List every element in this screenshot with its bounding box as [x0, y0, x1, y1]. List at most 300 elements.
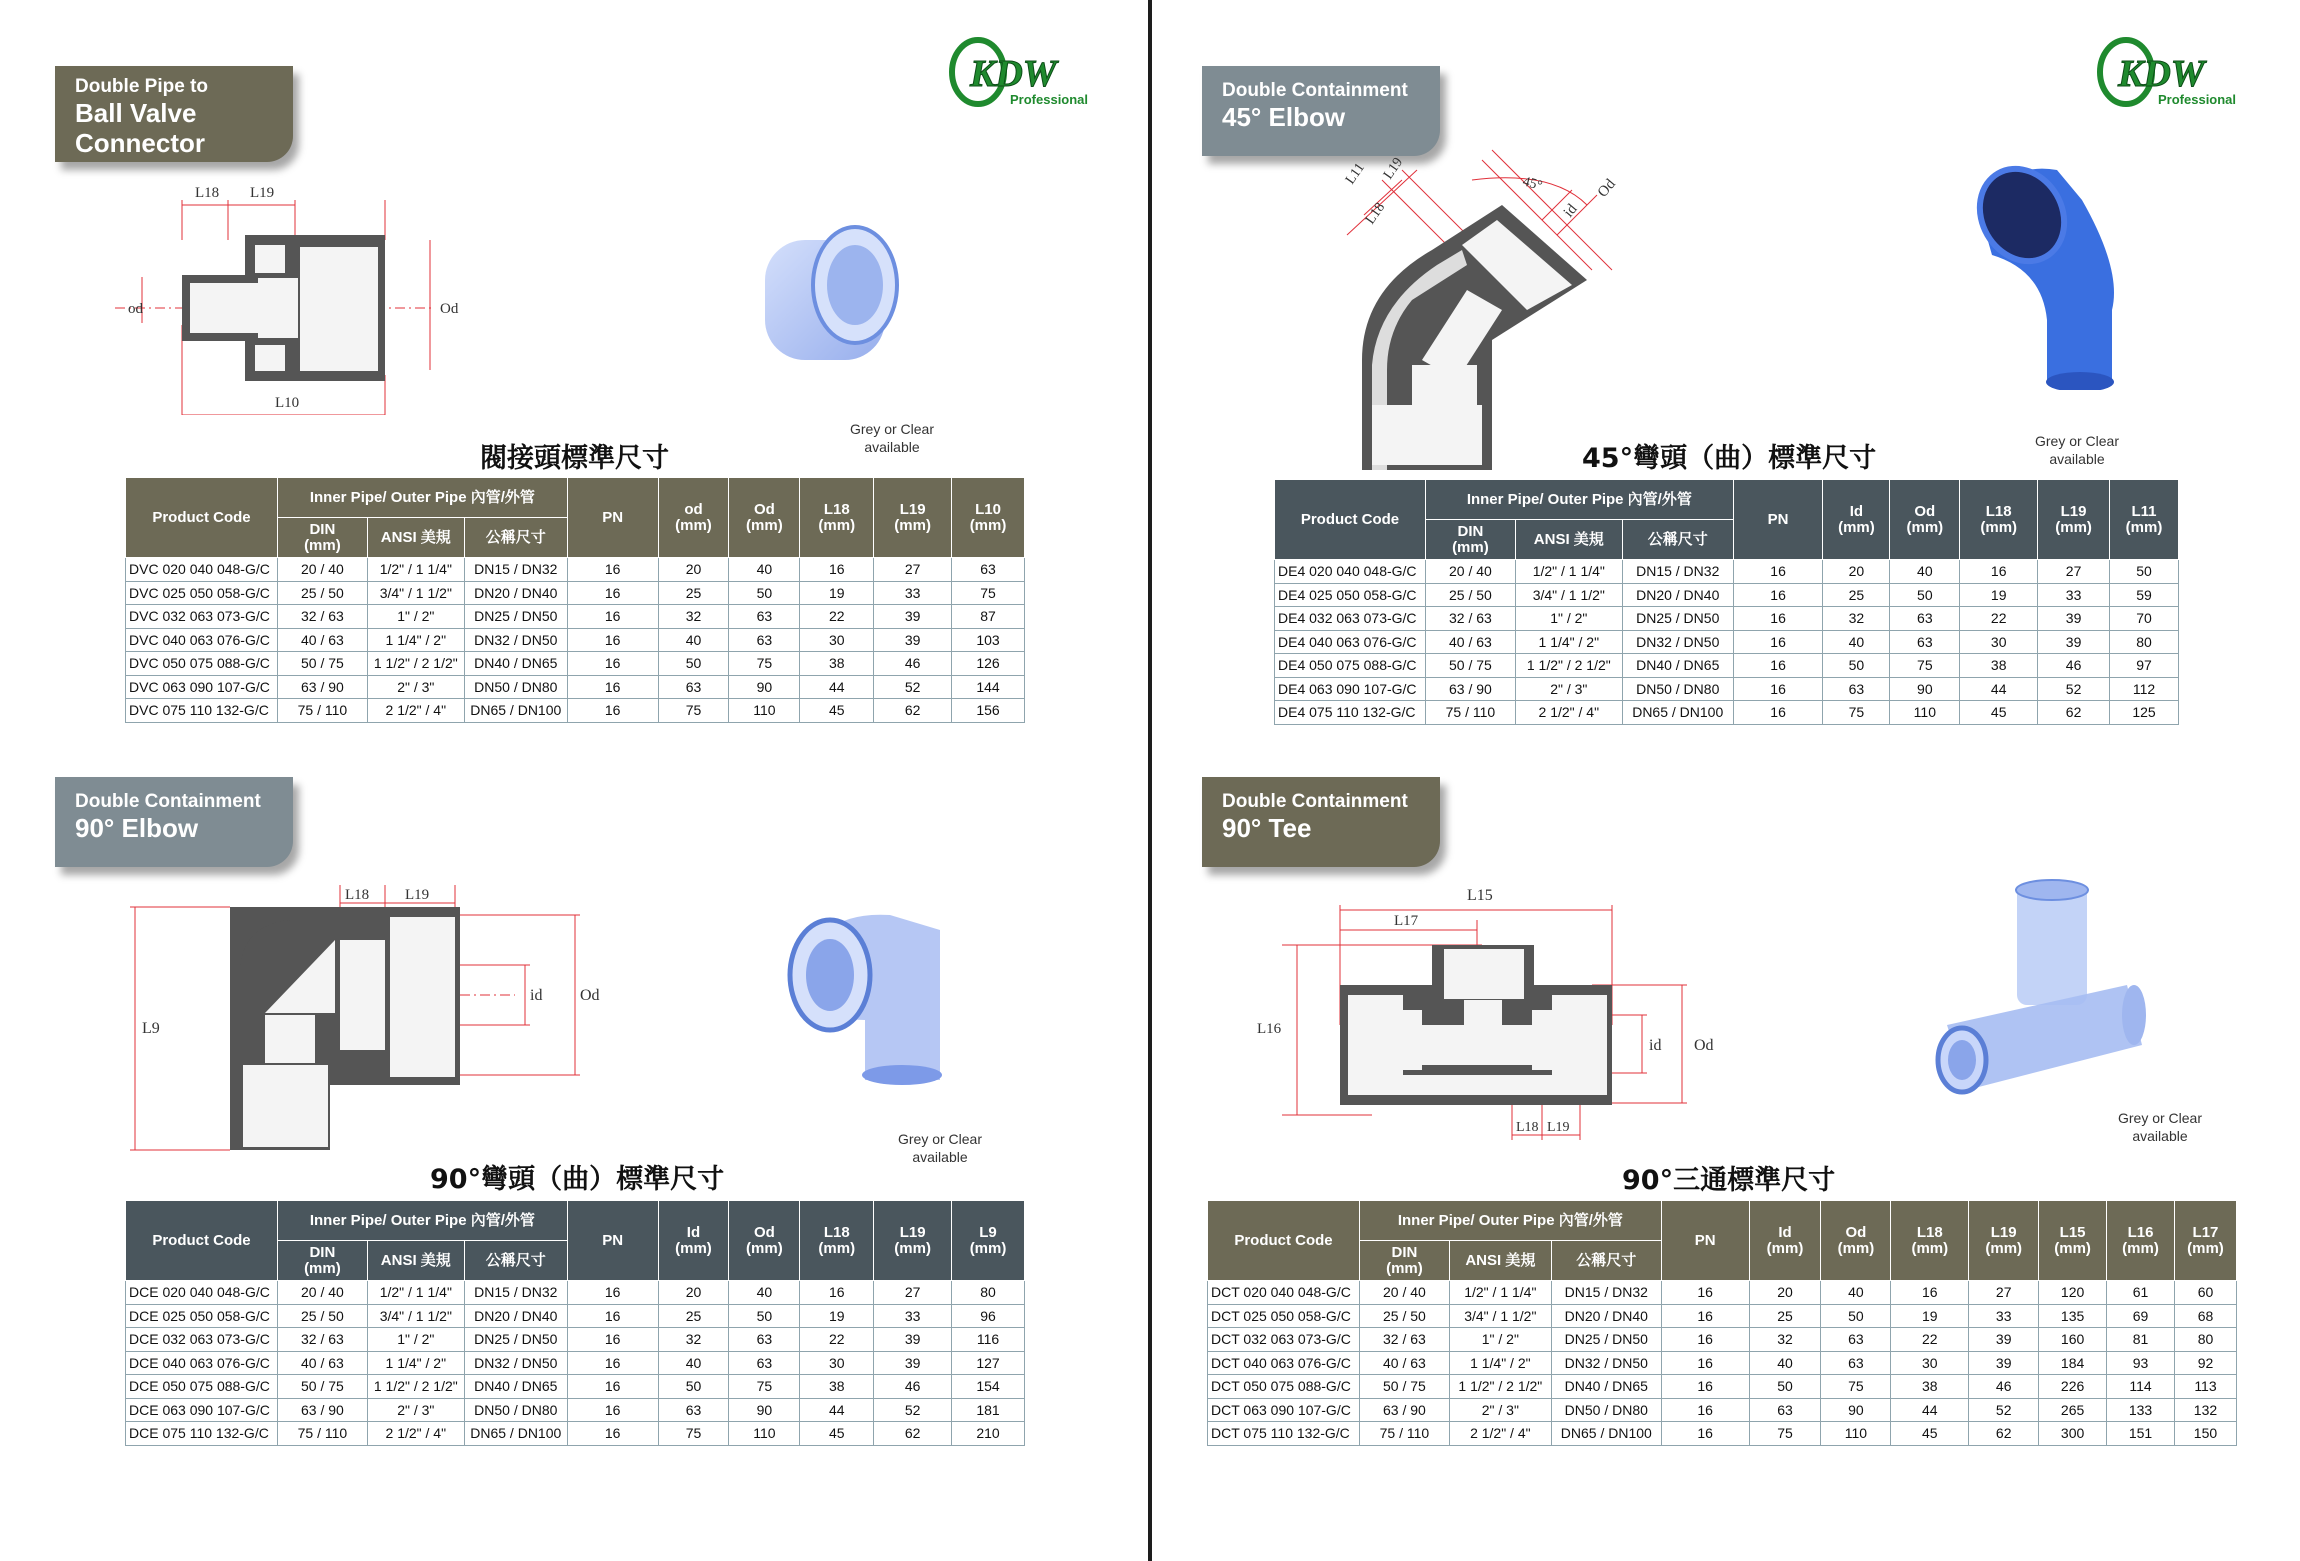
svg-text:Professional: Professional — [1010, 92, 1089, 107]
table-cell: 16 — [567, 1281, 658, 1305]
table-cell: DN15 / DN32 — [464, 1281, 567, 1305]
table-cell: DN25 / DN50 — [1622, 607, 1733, 631]
table-cell: 16 — [567, 1328, 658, 1352]
table-cell: 38 — [800, 1375, 874, 1399]
table-cell: 50 — [729, 581, 800, 605]
table-cell: 30 — [800, 1351, 874, 1375]
section-90-elbow — [0, 720, 1148, 1440]
table-cell: 150 — [2174, 1422, 2236, 1446]
product-code-cell: DCE 050 075 088-G/C — [126, 1375, 278, 1399]
tab-line-1: Double Containment — [1222, 791, 1408, 812]
table-cell: 80 — [2174, 1328, 2236, 1352]
header-col: L19 (mm) — [2038, 480, 2110, 560]
table-cell: 2 1/2" / 4" — [1449, 1422, 1551, 1446]
45-elbow-drawing — [1342, 140, 1682, 470]
section-tab — [55, 66, 293, 162]
tab-line-2: 90° Elbow — [75, 813, 199, 843]
product-code-cell: DCE 075 110 132-G/C — [126, 1422, 278, 1446]
table-row — [126, 581, 1025, 605]
table-cell: 16 — [567, 1375, 658, 1399]
header-pn: PN — [567, 1201, 658, 1281]
table-cell: 1 1/2" / 2 1/2" — [1449, 1375, 1551, 1399]
table-cell: 62 — [874, 1422, 952, 1446]
table-cell: 93 — [2107, 1351, 2175, 1375]
svg-text:od: od — [128, 301, 143, 317]
table-cell: 16 — [1733, 701, 1823, 725]
header-inner-outer: Inner Pipe/ Outer Pipe 內管/外管 — [277, 1201, 567, 1241]
table-cell: 32 / 63 — [1359, 1328, 1449, 1352]
header-ansi: ANSI 美規 — [367, 518, 464, 558]
table-cell: 62 — [874, 699, 952, 723]
table-cell: 135 — [2039, 1304, 2107, 1328]
product-code-cell: DVC 063 090 107-G/C — [126, 675, 278, 699]
svg-text:L18: L18 — [195, 185, 220, 201]
product-code-cell: DE4 050 075 088-G/C — [1275, 654, 1426, 678]
table-cell: 125 — [2110, 701, 2179, 725]
table-cell: 1/2" / 1 1/4" — [367, 558, 464, 582]
spec-table-de4 — [1274, 479, 2179, 725]
table-cell: DN65 / DN100 — [464, 699, 567, 723]
table-row — [1208, 1351, 2237, 1375]
zh-table-title: 90°三通標準尺寸 — [1622, 1165, 1836, 1196]
tab-line-1: Double Containment — [1222, 80, 1408, 101]
table-cell: 184 — [2039, 1351, 2107, 1375]
table-cell: 1 1/4" / 2" — [367, 628, 464, 652]
header-col: L18 (mm) — [800, 1201, 874, 1281]
table-cell: 63 — [1890, 630, 1960, 654]
header-col: Od (mm) — [1821, 1201, 1891, 1281]
section-45-elbow — [1152, 0, 2300, 720]
table-cell: 2" / 3" — [367, 675, 464, 699]
table-cell: 52 — [2038, 677, 2110, 701]
header-inner-outer: Inner Pipe/ Outer Pipe 內管/外管 — [277, 478, 567, 518]
table-cell: 75 — [729, 1375, 800, 1399]
table-cell: 75 — [1821, 1375, 1891, 1399]
table-cell: DN40 / DN65 — [1551, 1375, 1661, 1399]
product-code-cell: DCE 025 050 058-G/C — [126, 1304, 278, 1328]
table-cell: 90 — [729, 1398, 800, 1422]
header-inner-outer: Inner Pipe/ Outer Pipe 內管/外管 — [1359, 1201, 1661, 1241]
tab-line-3: Connector — [75, 128, 205, 158]
table-cell: 181 — [952, 1398, 1025, 1422]
header-nominal: 公稱尺寸 — [1551, 1241, 1661, 1281]
svg-text:L19: L19 — [1547, 1120, 1570, 1135]
table-cell: DN15 / DN32 — [464, 558, 567, 582]
product-code-cell: DCT 075 110 132-G/C — [1208, 1422, 1360, 1446]
table-row — [126, 1351, 1025, 1375]
table-cell: 52 — [1969, 1398, 2039, 1422]
table-cell: 20 — [1823, 560, 1890, 584]
table-cell: 59 — [2110, 583, 2179, 607]
tab-line-1: Double Pipe to — [75, 76, 208, 97]
table-cell: 16 — [567, 605, 658, 629]
header-din: DIN (mm) — [1425, 520, 1515, 560]
product-code-cell: DCE 063 090 107-G/C — [126, 1398, 278, 1422]
table-cell: 50 / 75 — [1425, 654, 1515, 678]
header-product-code: Product Code — [1208, 1201, 1360, 1281]
spec-table-dce — [125, 1200, 1025, 1446]
table-cell: 63 — [658, 675, 729, 699]
table-cell: 110 — [729, 699, 800, 723]
table-row — [1275, 654, 2179, 678]
table-cell: 27 — [2038, 560, 2110, 584]
table-cell: 22 — [800, 605, 874, 629]
table-cell: 75 — [1749, 1422, 1821, 1446]
table-cell: DN25 / DN50 — [1551, 1328, 1661, 1352]
table-cell: 75 / 110 — [277, 699, 367, 723]
header-din: DIN (mm) — [277, 518, 367, 558]
table-row — [126, 558, 1025, 582]
table-cell: 16 — [1960, 560, 2038, 584]
table-cell: 20 / 40 — [277, 1281, 367, 1305]
table-cell: 39 — [874, 1328, 952, 1352]
header-col: L15 (mm) — [2039, 1201, 2107, 1281]
table-cell: 40 — [658, 628, 729, 652]
header-col: L16 (mm) — [2107, 1201, 2175, 1281]
table-cell: 75 — [658, 699, 729, 723]
table-row — [1208, 1281, 2237, 1305]
table-cell: 127 — [952, 1351, 1025, 1375]
table-cell: 2" / 3" — [1515, 677, 1622, 701]
table-cell: 1" / 2" — [367, 1328, 464, 1352]
table-cell: 45 — [800, 1422, 874, 1446]
product-code-cell: DCE 032 063 073-G/C — [126, 1328, 278, 1352]
table-cell: 16 — [1733, 677, 1823, 701]
table-cell: 32 — [658, 605, 729, 629]
header-col: Id (mm) — [1823, 480, 1890, 560]
table-cell: 33 — [1969, 1304, 2039, 1328]
table-row — [126, 1304, 1025, 1328]
table-cell: 20 / 40 — [1425, 560, 1515, 584]
table-cell: 25 — [658, 581, 729, 605]
table-cell: DN65 / DN100 — [1622, 701, 1733, 725]
header-pn: PN — [1661, 1201, 1749, 1281]
table-cell: 25 / 50 — [277, 1304, 367, 1328]
spec-table-dct — [1207, 1200, 2237, 1446]
table-cell: DN40 / DN65 — [1622, 654, 1733, 678]
table-cell: 44 — [1960, 677, 2038, 701]
table-cell: 20 — [658, 1281, 729, 1305]
svg-text:L17: L17 — [1394, 913, 1419, 929]
table-cell: 16 — [1661, 1398, 1749, 1422]
table-cell: 3/4" / 1 1/2" — [367, 581, 464, 605]
svg-text:L19: L19 — [1380, 155, 1407, 183]
table-cell: 33 — [2038, 583, 2110, 607]
table-cell: 16 — [800, 558, 874, 582]
table-cell: 3/4" / 1 1/2" — [367, 1304, 464, 1328]
table-cell: 1" / 2" — [1449, 1328, 1551, 1352]
header-col: L11 (mm) — [2110, 480, 2179, 560]
table-cell: 156 — [952, 699, 1025, 723]
table-cell: 38 — [1891, 1375, 1969, 1399]
table-cell: 20 — [1749, 1281, 1821, 1305]
header-col: L19 (mm) — [874, 478, 952, 558]
zh-table-title: 90°彎頭（曲）標準尺寸 — [430, 1164, 725, 1195]
table-cell: 75 / 110 — [1425, 701, 1515, 725]
90-tee-photo — [1927, 875, 2167, 1115]
svg-text:L19: L19 — [250, 185, 275, 201]
table-cell: DN20 / DN40 — [1622, 583, 1733, 607]
svg-text:Od: Od — [580, 987, 600, 1004]
svg-text:L16: L16 — [1257, 1021, 1282, 1037]
header-col: od (mm) — [658, 478, 729, 558]
table-cell: 20 — [658, 558, 729, 582]
table-row — [1208, 1422, 2237, 1446]
table-cell: DN20 / DN40 — [1551, 1304, 1661, 1328]
svg-text:L10: L10 — [275, 395, 300, 411]
table-cell: 27 — [874, 1281, 952, 1305]
header-din: DIN (mm) — [277, 1241, 367, 1281]
table-cell: 16 — [567, 652, 658, 676]
availability-note: Grey or Clear available — [897, 1131, 983, 1165]
table-cell: DN50 / DN80 — [1551, 1398, 1661, 1422]
table-cell: 90 — [1821, 1398, 1891, 1422]
table-cell: 63 / 90 — [1425, 677, 1515, 701]
table-cell: 33 — [874, 581, 952, 605]
table-cell: 16 — [567, 675, 658, 699]
table-cell: 32 / 63 — [1425, 607, 1515, 631]
table-cell: DN65 / DN100 — [1551, 1422, 1661, 1446]
table-cell: 120 — [2039, 1281, 2107, 1305]
table-cell: 45 — [1960, 701, 2038, 725]
table-cell: 16 — [567, 1422, 658, 1446]
table-cell: 16 — [567, 628, 658, 652]
product-code-cell: DVC 025 050 058-G/C — [126, 581, 278, 605]
table-cell: 300 — [2039, 1422, 2107, 1446]
table-cell: 1" / 2" — [367, 605, 464, 629]
table-cell: 75 / 110 — [1359, 1422, 1449, 1446]
table-row — [126, 1422, 1025, 1446]
table-cell: 103 — [952, 628, 1025, 652]
table-cell: 20 / 40 — [277, 558, 367, 582]
table-cell: 63 — [729, 1328, 800, 1352]
table-cell: 16 — [1733, 583, 1823, 607]
svg-text:id: id — [530, 987, 543, 1004]
table-row — [1208, 1398, 2237, 1422]
header-ansi: ANSI 美規 — [1515, 520, 1622, 560]
table-cell: 50 — [1890, 583, 1960, 607]
table-cell: 63 / 90 — [277, 675, 367, 699]
table-cell: 16 — [1661, 1281, 1749, 1305]
section-tab — [1202, 777, 1440, 867]
table-cell: 133 — [2107, 1398, 2175, 1422]
table-cell: 144 — [952, 675, 1025, 699]
svg-text:L9: L9 — [142, 1020, 160, 1037]
table-cell: 113 — [2174, 1375, 2236, 1399]
table-cell: DN25 / DN50 — [464, 605, 567, 629]
table-cell: 50 — [1821, 1304, 1891, 1328]
product-code-cell: DE4 063 090 107-G/C — [1275, 677, 1426, 701]
svg-text:L18: L18 — [1362, 200, 1389, 228]
section-90-tee — [1152, 720, 2300, 1440]
svg-text:L18: L18 — [345, 887, 370, 903]
45-elbow-photo — [1962, 150, 2142, 390]
table-cell: 39 — [1969, 1351, 2039, 1375]
product-code-cell: DCT 032 063 073-G/C — [1208, 1328, 1360, 1352]
table-cell: 63 — [729, 628, 800, 652]
table-cell: 25 — [658, 1304, 729, 1328]
tab-line-2: 45° Elbow — [1222, 102, 1346, 132]
table-cell: 70 — [2110, 607, 2179, 631]
table-cell: 52 — [874, 1398, 952, 1422]
table-cell: 16 — [1661, 1304, 1749, 1328]
table-cell: 39 — [2038, 607, 2110, 631]
table-cell: DN25 / DN50 — [464, 1328, 567, 1352]
table-cell: 265 — [2039, 1398, 2107, 1422]
table-cell: 97 — [2110, 654, 2179, 678]
svg-text:Od: Od — [1594, 176, 1619, 201]
table-cell: DN40 / DN65 — [464, 1375, 567, 1399]
table-cell: 19 — [800, 581, 874, 605]
table-cell: DN50 / DN80 — [1622, 677, 1733, 701]
table-cell: 44 — [800, 675, 874, 699]
table-cell: 132 — [2174, 1398, 2236, 1422]
table-cell: 151 — [2107, 1422, 2175, 1446]
table-cell: 44 — [1891, 1398, 1969, 1422]
table-cell: 39 — [1969, 1328, 2039, 1352]
table-cell: 1 1/4" / 2" — [1449, 1351, 1551, 1375]
header-col: L18 (mm) — [1960, 480, 2038, 560]
table-cell: 62 — [1969, 1422, 2039, 1446]
table-cell: 25 — [1749, 1304, 1821, 1328]
header-inner-outer: Inner Pipe/ Outer Pipe 內管/外管 — [1425, 480, 1733, 520]
table-cell: 16 — [1661, 1375, 1749, 1399]
table-cell: 32 — [1749, 1328, 1821, 1352]
table-cell: 40 — [729, 1281, 800, 1305]
svg-text:L19: L19 — [405, 887, 430, 903]
table-cell: 39 — [874, 628, 952, 652]
product-code-cell: DE4 032 063 073-G/C — [1275, 607, 1426, 631]
product-code-cell: DCT 050 075 088-G/C — [1208, 1375, 1360, 1399]
table-cell: 38 — [800, 652, 874, 676]
table-cell: 50 — [729, 1304, 800, 1328]
header-nominal: 公稱尺寸 — [1622, 520, 1733, 560]
section-ball-valve-connector — [0, 0, 1148, 720]
table-cell: 75 — [1890, 654, 1960, 678]
table-cell: 40 / 63 — [1425, 630, 1515, 654]
table-cell: 50 / 75 — [1359, 1375, 1449, 1399]
table-cell: DN32 / DN50 — [1622, 630, 1733, 654]
table-cell: 25 — [1823, 583, 1890, 607]
table-cell: 44 — [800, 1398, 874, 1422]
table-cell: 50 — [1823, 654, 1890, 678]
table-row — [1208, 1304, 2237, 1328]
table-cell: 90 — [1890, 677, 1960, 701]
header-nominal: 公稱尺寸 — [464, 518, 567, 558]
table-row — [1275, 560, 2179, 584]
table-cell: 62 — [2038, 701, 2110, 725]
header-col: L19 (mm) — [874, 1201, 952, 1281]
table-row — [1208, 1375, 2237, 1399]
table-row — [126, 1281, 1025, 1305]
table-cell: 40 / 63 — [1359, 1351, 1449, 1375]
table-cell: 16 — [567, 581, 658, 605]
table-cell: 69 — [2107, 1304, 2175, 1328]
table-cell: 110 — [1890, 701, 1960, 725]
table-cell: 63 — [1821, 1328, 1891, 1352]
table-cell: 96 — [952, 1304, 1025, 1328]
table-cell: 16 — [1733, 607, 1823, 631]
product-code-cell: DVC 040 063 076-G/C — [126, 628, 278, 652]
svg-text:45°: 45° — [1520, 174, 1544, 194]
tab-line-1: Double Containment — [75, 791, 261, 812]
table-cell: 1 1/4" / 2" — [367, 1351, 464, 1375]
table-cell: 110 — [1821, 1422, 1891, 1446]
table-row — [1208, 1328, 2237, 1352]
table-cell: 1 1/2" / 2 1/2" — [1515, 654, 1622, 678]
header-col: L9 (mm) — [952, 1201, 1025, 1281]
table-cell: 112 — [2110, 677, 2179, 701]
table-cell: 16 — [800, 1281, 874, 1305]
table-cell: 63 — [729, 1351, 800, 1375]
90-elbow-photo — [770, 890, 970, 1090]
table-cell: 16 — [1661, 1422, 1749, 1446]
table-cell: 16 — [1733, 654, 1823, 678]
table-cell: 16 — [567, 1398, 658, 1422]
table-cell: 75 / 110 — [277, 1422, 367, 1446]
table-cell: 63 — [1749, 1398, 1821, 1422]
table-cell: 1 1/4" / 2" — [1515, 630, 1622, 654]
svg-text:L15: L15 — [1467, 887, 1493, 904]
header-pn: PN — [1733, 480, 1823, 560]
svg-text:Professional: Professional — [2158, 92, 2237, 107]
header-col: L19 (mm) — [1969, 1201, 2039, 1281]
table-row — [1275, 630, 2179, 654]
table-cell: 19 — [800, 1304, 874, 1328]
table-row — [1275, 607, 2179, 631]
product-code-cell: DE4 020 040 048-G/C — [1275, 560, 1426, 584]
table-row — [126, 1398, 1025, 1422]
table-cell: 39 — [874, 605, 952, 629]
header-product-code: Product Code — [1275, 480, 1426, 560]
table-cell: 226 — [2039, 1375, 2107, 1399]
table-cell: 63 — [729, 605, 800, 629]
table-cell: DN15 / DN32 — [1551, 1281, 1661, 1305]
table-cell: 87 — [952, 605, 1025, 629]
table-cell: 61 — [2107, 1281, 2175, 1305]
table-cell: 33 — [874, 1304, 952, 1328]
table-cell: 16 — [1891, 1281, 1969, 1305]
tab-line-2: 90° Tee — [1222, 813, 1312, 843]
table-cell: 75 — [729, 652, 800, 676]
ball-valve-connector-photo — [745, 205, 925, 385]
table-cell: DN15 / DN32 — [1622, 560, 1733, 584]
table-cell: 110 — [729, 1422, 800, 1446]
svg-text:L18: L18 — [1516, 1120, 1539, 1135]
header-pn: PN — [567, 478, 658, 558]
header-col: L10 (mm) — [952, 478, 1025, 558]
table-cell: 80 — [2110, 630, 2179, 654]
table-cell: 50 — [658, 1375, 729, 1399]
table-row — [126, 628, 1025, 652]
product-code-cell: DCT 025 050 058-G/C — [1208, 1304, 1360, 1328]
table-cell: 30 — [1891, 1351, 1969, 1375]
table-cell: DN50 / DN80 — [464, 675, 567, 699]
header-nominal: 公稱尺寸 — [464, 1241, 567, 1281]
table-cell: 22 — [800, 1328, 874, 1352]
header-col: Id (mm) — [658, 1201, 729, 1281]
table-cell: 63 — [658, 1398, 729, 1422]
header-col: L18 (mm) — [800, 478, 874, 558]
availability-note: Grey or Clear available — [2117, 1110, 2203, 1144]
table-cell: 19 — [1891, 1304, 1969, 1328]
product-code-cell: DE4 040 063 076-G/C — [1275, 630, 1426, 654]
table-cell: 1 1/2" / 2 1/2" — [367, 652, 464, 676]
table-cell: 30 — [1960, 630, 2038, 654]
table-row — [126, 1375, 1025, 1399]
90-tee-drawing — [1252, 885, 1722, 1155]
table-cell: 32 / 63 — [277, 605, 367, 629]
